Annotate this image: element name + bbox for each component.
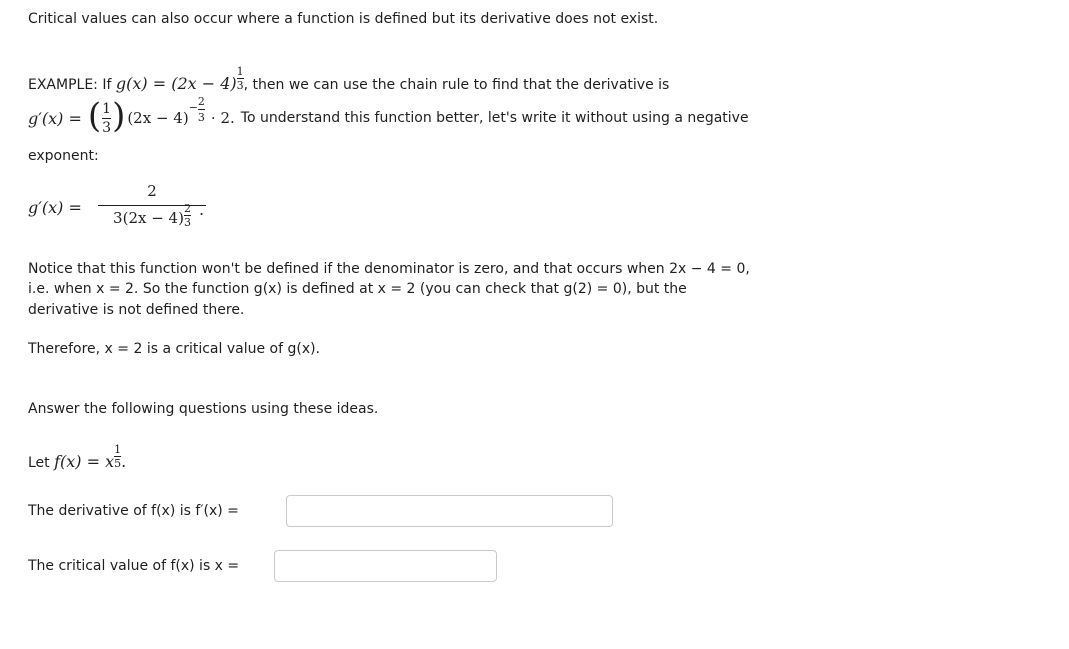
rewrite-den-exp — [184, 203, 191, 228]
inner-exp-num: 2 — [197, 94, 205, 108]
therefore-text: Therefore, x = 2 is a critical value of g(x). — [28, 341, 321, 357]
notice-line-1: Notice that this function won't be defined if the denominator is zero, and that occurs when 2x − 4 = 0, — [28, 261, 750, 277]
rewrite-lhs: g′(x) = — [28, 198, 82, 217]
rewrite-fraction — [98, 182, 206, 234]
inner-exp-sign: − — [188, 100, 198, 114]
f-exp-num: 1 — [114, 443, 122, 456]
f-end: . — [121, 452, 127, 471]
after-times-text: To understand this function better, let's write it without using a negative — [240, 110, 749, 126]
right-paren: ) — [112, 96, 126, 136]
if-word: If — [102, 77, 112, 93]
intro-text: Critical values can also occur where a function is defined but its derivative does not exist. — [28, 11, 659, 27]
q1-label: The derivative of f(x) is f′(x) = — [28, 503, 239, 519]
after-g-definition: , then we can use the chain rule to find that the derivative is — [243, 77, 670, 93]
notice-line-3: derivative is not defined there. — [28, 302, 245, 318]
times-two: · 2. — [210, 109, 235, 127]
gprime-lhs: g′(x) = — [28, 108, 82, 128]
inner-exponent — [189, 96, 205, 123]
coef-den: 3 — [102, 119, 112, 136]
f-expression: f(x) = x — [54, 452, 115, 471]
rewrite-den — [98, 202, 206, 234]
g-exponent — [237, 66, 244, 91]
answer-prompt: Answer the following questions using these ideas. — [28, 401, 379, 417]
notice-line-2: i.e. when x = 2. So the function g(x) is defined at x = 2 (you can check that g(2) = 0), but the — [28, 281, 687, 297]
example-label: EXAMPLE: — [28, 77, 98, 93]
rewrite-dot: . — [199, 200, 205, 219]
gprime-line — [28, 94, 749, 138]
coef-fraction — [102, 102, 111, 135]
critical-value-answer-input[interactable] — [274, 550, 497, 582]
g-exponent-den: 3 — [236, 79, 244, 92]
f-exp-den: 5 — [114, 457, 122, 470]
rewrite-den-base: 3(2x − 4) — [113, 209, 184, 227]
let-f-line — [28, 443, 127, 477]
rewrite-den-exp-den: 3 — [183, 216, 191, 229]
rewrite-den-exp-num: 2 — [183, 202, 191, 215]
exponent-word: exponent: — [28, 148, 99, 164]
inner-exp-den: 3 — [197, 110, 205, 124]
inner-expression: (2x − 4) — [127, 109, 189, 127]
g-exponent-num: 1 — [236, 65, 244, 78]
f-exponent — [114, 444, 121, 469]
coef-num: 1 — [102, 100, 112, 117]
left-paren: ( — [87, 96, 102, 136]
q2-label: The critical value of f(x) is x = — [28, 558, 240, 574]
let-word: Let — [28, 455, 50, 471]
g-definition: g(x) = (2x − 4) — [115, 74, 237, 93]
rewrite-num: 2 — [147, 182, 157, 200]
derivative-answer-input[interactable] — [286, 495, 613, 527]
